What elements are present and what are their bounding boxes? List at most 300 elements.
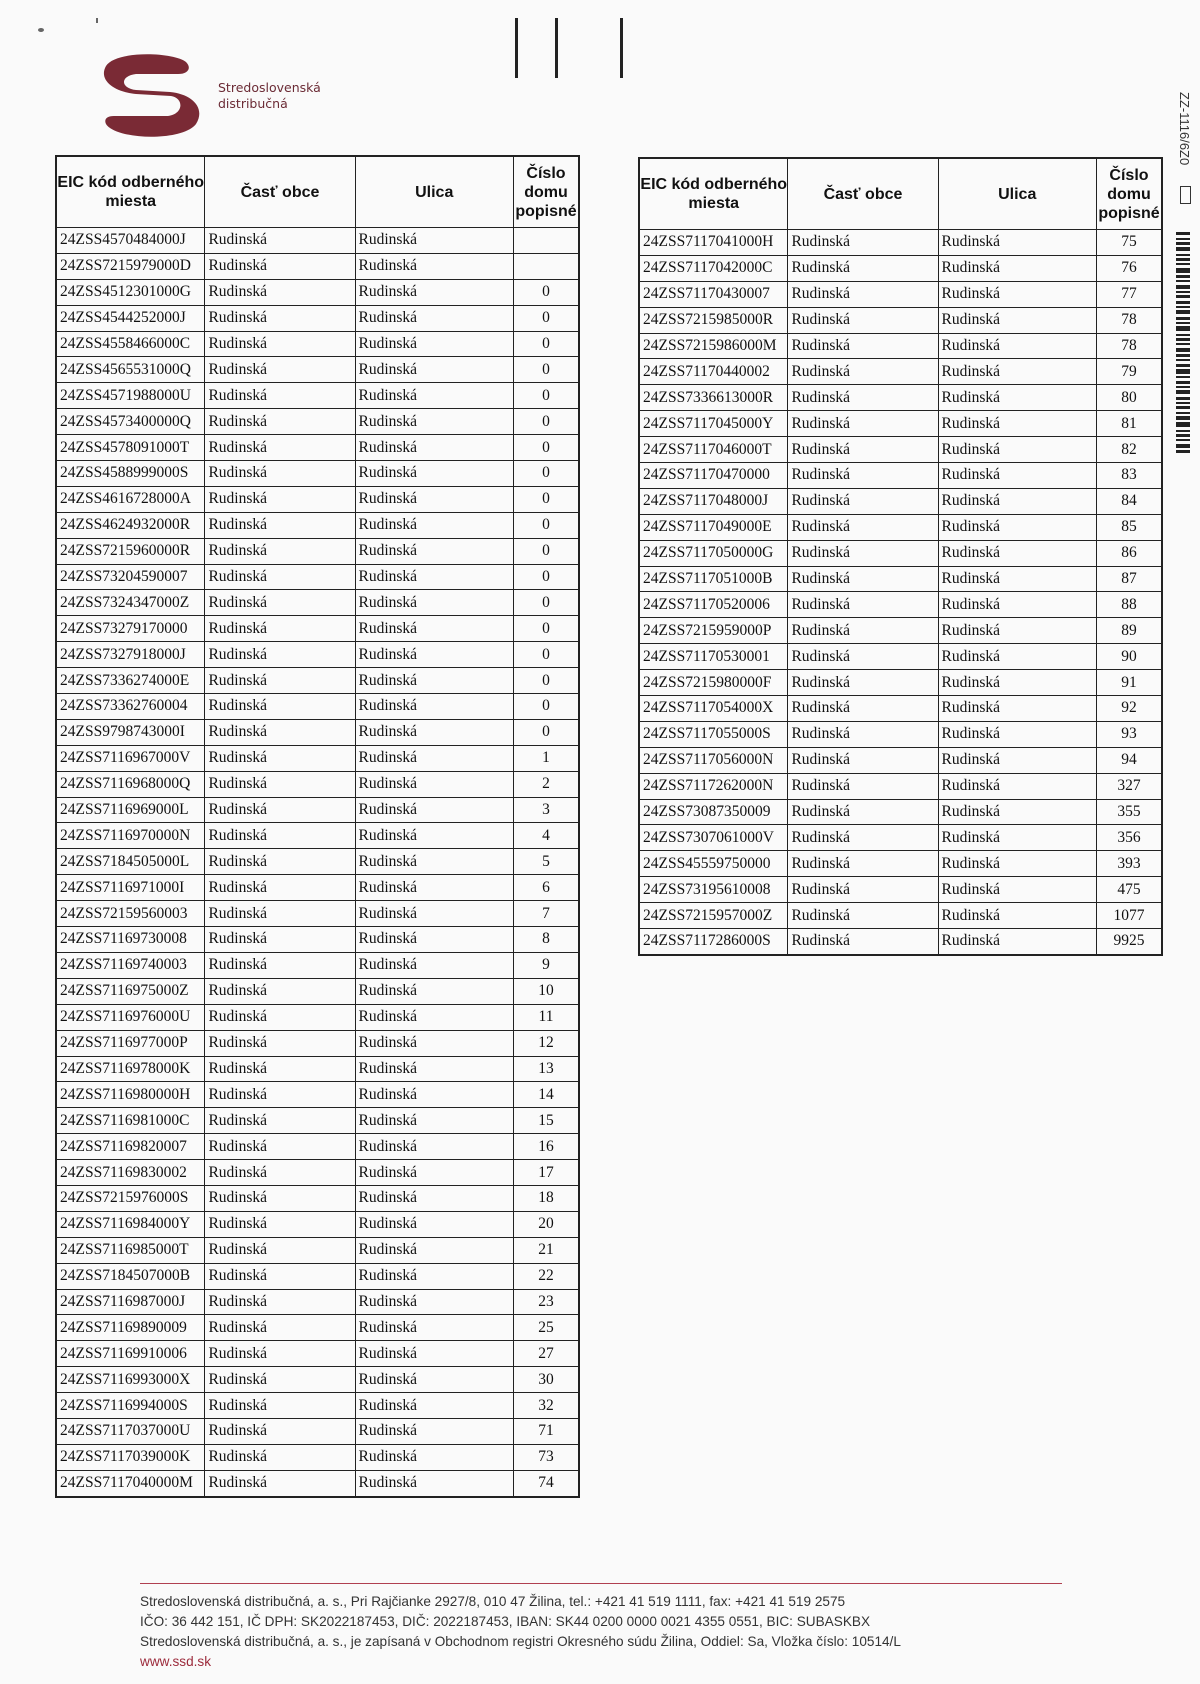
cast-obce-cell: Rudinská [788, 592, 938, 618]
cast-obce-cell: Rudinská [788, 644, 938, 670]
eic-cell: 24ZSS73087350009 [639, 799, 788, 825]
cislo-cell: 85 [1096, 514, 1162, 540]
cast-obce-cell: Rudinská [205, 1004, 355, 1030]
eic-cell: 24ZSS7117286000S [639, 929, 788, 955]
table-row [639, 333, 1162, 359]
cast-obce-cell: Rudinská [205, 538, 355, 564]
eic-cell: 24ZSS7116985000T [56, 1237, 205, 1263]
eic-cell: 24ZSS7184505000L [56, 849, 205, 875]
cislo-cell: 0 [513, 512, 579, 538]
barcode-stripe [1176, 238, 1190, 240]
cast-obce-cell: Rudinská [788, 437, 938, 463]
eic-cell: 24ZSS7117039000K [56, 1444, 205, 1470]
table-row [639, 903, 1162, 929]
cislo-cell: 77 [1096, 281, 1162, 307]
barcode-stripe [1176, 369, 1190, 374]
cislo-cell: 0 [513, 383, 579, 409]
barcode-stripe [1176, 275, 1190, 278]
ulica-cell: Rudinská [355, 875, 513, 901]
cast-obce-cell: Rudinská [205, 668, 355, 694]
eic-cell: 24ZSS7215986000M [639, 333, 788, 359]
cislo-cell: 0 [513, 642, 579, 668]
ulica-cell: Rudinská [938, 359, 1096, 385]
ulica-cell: Rudinská [938, 463, 1096, 489]
ulica-cell: Rudinská [938, 696, 1096, 722]
ulica-cell: Rudinská [355, 538, 513, 564]
ulica-cell: Rudinská [355, 1160, 513, 1186]
cast-obce-cell: Rudinská [205, 1341, 355, 1367]
cislo-cell: 0 [513, 331, 579, 357]
cast-obce-cell: Rudinská [205, 1470, 355, 1496]
cislo-cell: 0 [513, 719, 579, 745]
barcode-stripe [1176, 291, 1190, 293]
ulica-cell: Rudinská [355, 927, 513, 953]
table-row [56, 1263, 579, 1289]
table-row [56, 305, 579, 331]
ulica-cell: Rudinská [355, 253, 513, 279]
ulica-cell: Rudinská [938, 437, 1096, 463]
cast-obce-cell: Rudinská [205, 1082, 355, 1108]
table-row [639, 592, 1162, 618]
cislo-cell: 0 [513, 435, 579, 461]
eic-cell: 24ZSS7117054000X [639, 696, 788, 722]
ulica-cell: Rudinská [355, 771, 513, 797]
cast-obce-cell: Rudinská [205, 279, 355, 305]
eic-cell: 24ZSS4588999000S [56, 461, 205, 487]
eic-table-left [55, 155, 580, 1498]
eic-cell: 24ZSS71170430007 [639, 281, 788, 307]
barcode-stripe [1176, 430, 1190, 432]
eic-cell: 24ZSS71169740003 [56, 952, 205, 978]
scan-bar [620, 18, 623, 78]
eic-cell: 24ZSS4565531000Q [56, 357, 205, 383]
cast-obce-cell: Rudinská [788, 540, 938, 566]
table-row [639, 773, 1162, 799]
ulica-cell: Rudinská [938, 385, 1096, 411]
eic-cell: 24ZSS7116977000P [56, 1030, 205, 1056]
eic-cell: 24ZSS9798743000I [56, 719, 205, 745]
eic-cell: 24ZSS7116987000J [56, 1289, 205, 1315]
table-row [639, 644, 1162, 670]
cislo-cell: 73 [513, 1444, 579, 1470]
cislo-cell: 13 [513, 1056, 579, 1082]
cislo-cell [513, 253, 579, 279]
ulica-cell: Rudinská [355, 694, 513, 720]
cislo-cell: 21 [513, 1237, 579, 1263]
eic-cell: 24ZSS4544252000J [56, 305, 205, 331]
barcode-stripe [1176, 416, 1190, 420]
cast-obce-cell: Rudinská [788, 281, 938, 307]
eic-cell: 24ZSS7117262000N [639, 773, 788, 799]
cast-obce-cell: Rudinská [788, 670, 938, 696]
cislo-cell: 92 [1096, 696, 1162, 722]
barcode-stripe [1176, 359, 1190, 361]
cislo-cell: 0 [513, 538, 579, 564]
eic-cell: 24ZSS7117051000B [639, 566, 788, 592]
cislo-cell: 83 [1096, 463, 1162, 489]
cast-obce-cell: Rudinská [788, 514, 938, 540]
header-cislo: Číslo domu popisné [513, 156, 579, 228]
table-row [639, 385, 1162, 411]
cast-obce-cell: Rudinská [205, 927, 355, 953]
ulica-cell: Rudinská [938, 644, 1096, 670]
eic-cell: 24ZSS7215957000Z [639, 903, 788, 929]
cislo-cell: 16 [513, 1134, 579, 1160]
cast-obce-cell: Rudinská [205, 1393, 355, 1419]
ulica-cell: Rudinská [355, 823, 513, 849]
table-row [639, 281, 1162, 307]
cast-obce-cell: Rudinská [788, 411, 938, 437]
cislo-cell: 0 [513, 486, 579, 512]
table-row [56, 1134, 579, 1160]
table-row [639, 799, 1162, 825]
eic-cell: 24ZSS7116971000I [56, 875, 205, 901]
eic-cell: 24ZSS7327918000J [56, 642, 205, 668]
cislo-cell: 4 [513, 823, 579, 849]
eic-cell: 24ZSS7116976000U [56, 1004, 205, 1030]
barcode-stripe [1176, 397, 1190, 400]
barcode-stripe [1176, 422, 1190, 427]
cislo-cell: 76 [1096, 255, 1162, 281]
table-row [56, 978, 579, 1004]
eic-cell: 24ZSS73279170000 [56, 616, 205, 642]
cislo-cell: 10 [513, 978, 579, 1004]
cast-obce-cell: Rudinská [788, 903, 938, 929]
table-row [639, 437, 1162, 463]
barcode-stripe [1176, 354, 1190, 357]
cislo-cell: 0 [513, 461, 579, 487]
ulica-cell: Rudinská [355, 797, 513, 823]
cast-obce-cell: Rudinská [205, 461, 355, 487]
eic-cell: 24ZSS7215959000P [639, 618, 788, 644]
ulica-cell: Rudinská [355, 849, 513, 875]
barcode-stripe [1176, 348, 1190, 352]
eic-cell: 24ZSS4624932000R [56, 512, 205, 538]
table-row [56, 383, 579, 409]
table-row [56, 1470, 579, 1496]
side-reference-number: ZZ-1116/6Z0 [1177, 92, 1192, 166]
eic-cell: 24ZSS7215976000S [56, 1185, 205, 1211]
eic-cell: 24ZSS7116968000Q [56, 771, 205, 797]
ulica-cell: Rudinská [938, 566, 1096, 592]
cislo-cell: 75 [1096, 230, 1162, 256]
cislo-cell: 20 [513, 1211, 579, 1237]
cislo-cell: 0 [513, 590, 579, 616]
cislo-cell: 3 [513, 797, 579, 823]
barcode-stripe [1176, 381, 1190, 384]
eic-cell: 24ZSS7215960000R [56, 538, 205, 564]
table-row [56, 849, 579, 875]
eic-cell: 24ZSS7117049000E [639, 514, 788, 540]
eic-cell: 24ZSS7215985000R [639, 307, 788, 333]
ulica-cell: Rudinská [355, 1444, 513, 1470]
eic-cell: 24ZSS7215980000F [639, 670, 788, 696]
cislo-cell: 74 [513, 1470, 579, 1496]
ulica-cell: Rudinská [355, 1470, 513, 1496]
table-row [639, 877, 1162, 903]
header-cast-obce: Časť obce [788, 158, 938, 230]
footer-website-link[interactable]: www.ssd.sk [140, 1654, 212, 1669]
table-row [639, 307, 1162, 333]
ulica-cell: Rudinská [355, 1082, 513, 1108]
eic-cell: 24ZSS71169890009 [56, 1315, 205, 1341]
cast-obce-cell: Rudinská [788, 721, 938, 747]
barcode-stripe [1176, 343, 1190, 345]
cislo-cell: 90 [1096, 644, 1162, 670]
eic-cell: 24ZSS7117045000Y [639, 411, 788, 437]
table-row [56, 1315, 579, 1341]
table-row [56, 564, 579, 590]
cast-obce-cell: Rudinská [205, 1211, 355, 1237]
eic-cell: 24ZSS7116984000Y [56, 1211, 205, 1237]
cast-obce-cell: Rudinská [788, 851, 938, 877]
table-row [56, 952, 579, 978]
barcode-stripe [1176, 254, 1190, 256]
eic-cell: 24ZSS71169820007 [56, 1134, 205, 1160]
barcode-icon [1176, 232, 1190, 504]
table-row [56, 538, 579, 564]
barcode-stripe [1176, 439, 1190, 441]
ulica-cell: Rudinská [938, 592, 1096, 618]
table-row [56, 409, 579, 435]
barcode-stripe [1176, 258, 1190, 261]
cast-obce-cell: Rudinská [205, 512, 355, 538]
cast-obce-cell: Rudinská [788, 385, 938, 411]
cislo-cell: 327 [1096, 773, 1162, 799]
barcode-stripe [1176, 242, 1190, 245]
cast-obce-cell: Rudinská [788, 696, 938, 722]
cast-obce-cell: Rudinská [205, 1367, 355, 1393]
ulica-cell: Rudinská [938, 540, 1096, 566]
ulica-cell: Rudinská [938, 255, 1096, 281]
eic-cell: 24ZSS7117042000C [639, 255, 788, 281]
eic-cell: 24ZSS7307061000V [639, 825, 788, 851]
ulica-cell: Rudinská [355, 1418, 513, 1444]
barcode-stripe [1176, 247, 1190, 251]
cislo-cell: 0 [513, 564, 579, 590]
table-row [56, 357, 579, 383]
ulica-cell: Rudinská [355, 1211, 513, 1237]
cislo-cell: 27 [513, 1341, 579, 1367]
cislo-cell: 7 [513, 901, 579, 927]
ulica-cell: Rudinská [938, 851, 1096, 877]
cislo-cell: 9925 [1096, 929, 1162, 955]
ulica-cell: Rudinská [938, 333, 1096, 359]
cast-obce-cell: Rudinská [205, 564, 355, 590]
ulica-cell: Rudinská [355, 279, 513, 305]
table-row [56, 228, 579, 254]
table-row [639, 929, 1162, 955]
eic-cell: 24ZSS4571988000U [56, 383, 205, 409]
cast-obce-cell: Rudinská [788, 799, 938, 825]
cast-obce-cell: Rudinská [788, 747, 938, 773]
ulica-cell: Rudinská [355, 1030, 513, 1056]
table-row [56, 1160, 579, 1186]
table-row [56, 1444, 579, 1470]
barcode-stripe [1176, 450, 1190, 453]
ulica-cell: Rudinská [355, 668, 513, 694]
cast-obce-cell: Rudinská [205, 1108, 355, 1134]
eic-table-right [638, 157, 1163, 956]
cast-obce-cell: Rudinská [205, 1237, 355, 1263]
barcode-stripe [1176, 280, 1190, 282]
ulica-cell: Rudinská [355, 642, 513, 668]
table-row [639, 540, 1162, 566]
ulica-cell: Rudinská [938, 721, 1096, 747]
eic-cell: 24ZSS73204590007 [56, 564, 205, 590]
eic-cell: 24ZSS71170520006 [639, 592, 788, 618]
barcode-stripe [1176, 326, 1190, 331]
table-row [56, 771, 579, 797]
table-row [639, 825, 1162, 851]
table-row [639, 670, 1162, 696]
ulica-cell: Rudinská [355, 1004, 513, 1030]
ulica-cell: Rudinská [355, 1237, 513, 1263]
cislo-cell: 0 [513, 668, 579, 694]
cast-obce-cell: Rudinská [788, 566, 938, 592]
cast-obce-cell: Rudinská [788, 618, 938, 644]
ulica-cell: Rudinská [938, 488, 1096, 514]
barcode-stripe [1176, 306, 1190, 308]
cislo-cell: 8 [513, 927, 579, 953]
table-row [56, 927, 579, 953]
cislo-cell: 30 [513, 1367, 579, 1393]
ulica-cell: Rudinská [355, 978, 513, 1004]
barcode-stripe [1176, 386, 1190, 388]
footer-divider [140, 1583, 1062, 1584]
cast-obce-cell: Rudinská [205, 383, 355, 409]
scan-bar [555, 18, 558, 78]
eic-cell: 24ZSS7116980000H [56, 1082, 205, 1108]
ulica-cell: Rudinská [355, 1185, 513, 1211]
barcode-stripe [1176, 317, 1190, 320]
table-row [56, 616, 579, 642]
barcode-stripe [1176, 390, 1190, 394]
cislo-cell: 87 [1096, 566, 1162, 592]
table-row [56, 486, 579, 512]
eic-cell: 24ZSS7117040000M [56, 1470, 205, 1496]
ulica-cell: Rudinská [355, 1108, 513, 1134]
cislo-cell: 6 [513, 875, 579, 901]
cast-obce-cell: Rudinská [205, 875, 355, 901]
cislo-cell: 475 [1096, 877, 1162, 903]
eic-cell: 24ZSS7116970000N [56, 823, 205, 849]
table-row [56, 279, 579, 305]
barcode-stripe [1176, 434, 1190, 437]
table-row [56, 642, 579, 668]
cast-obce-cell: Rudinská [205, 1418, 355, 1444]
cislo-cell: 14 [513, 1082, 579, 1108]
cast-obce-cell: Rudinská [205, 1056, 355, 1082]
footer [140, 1592, 901, 1672]
eic-cell: 24ZSS7116994000S [56, 1393, 205, 1419]
barcode-stripe [1176, 406, 1190, 409]
cast-obce-cell: Rudinská [205, 978, 355, 1004]
eic-cell: 24ZSS73195610008 [639, 877, 788, 903]
cast-obce-cell: Rudinská [205, 228, 355, 254]
eic-cell: 24ZSS7117050000G [639, 540, 788, 566]
cast-obce-cell: Rudinská [205, 590, 355, 616]
header-ulica: Ulica [355, 156, 513, 228]
cislo-cell: 89 [1096, 618, 1162, 644]
ulica-cell: Rudinská [355, 486, 513, 512]
table-row [639, 566, 1162, 592]
cislo-cell: 81 [1096, 411, 1162, 437]
ulica-cell: Rudinská [355, 1289, 513, 1315]
cislo-cell: 5 [513, 849, 579, 875]
cast-obce-cell: Rudinská [788, 488, 938, 514]
barcode-stripe [1176, 376, 1190, 378]
ulica-cell: Rudinská [938, 903, 1096, 929]
cast-obce-cell: Rudinská [205, 642, 355, 668]
cast-obce-cell: Rudinská [788, 825, 938, 851]
table-row [56, 1082, 579, 1108]
eic-cell: 24ZSS4558466000C [56, 331, 205, 357]
cast-obce-cell: Rudinská [788, 230, 938, 256]
table-row [56, 1056, 579, 1082]
barcode-stripe [1176, 402, 1190, 404]
ulica-cell: Rudinská [938, 929, 1096, 955]
ulica-cell: Rudinská [938, 281, 1096, 307]
cislo-cell: 393 [1096, 851, 1162, 877]
table-row [56, 875, 579, 901]
cast-obce-cell: Rudinská [205, 1315, 355, 1341]
cast-obce-cell: Rudinská [205, 435, 355, 461]
cislo-cell: 0 [513, 357, 579, 383]
ulica-cell: Rudinská [355, 901, 513, 927]
table-row [56, 1393, 579, 1419]
cislo-cell: 94 [1096, 747, 1162, 773]
table-row [639, 463, 1162, 489]
ulica-cell: Rudinská [938, 670, 1096, 696]
brand-name-line1: Stredoslovenská [218, 80, 321, 95]
eic-cell: 24ZSS7215979000D [56, 253, 205, 279]
cislo-cell: 0 [513, 616, 579, 642]
cast-obce-cell: Rudinská [205, 719, 355, 745]
barcode-stripe [1176, 310, 1190, 314]
ulica-cell: Rudinská [938, 773, 1096, 799]
ulica-cell: Rudinská [355, 409, 513, 435]
cast-obce-cell: Rudinská [205, 1289, 355, 1315]
eic-cell: 24ZSS71170470000 [639, 463, 788, 489]
cislo-cell: 355 [1096, 799, 1162, 825]
table-row [56, 1341, 579, 1367]
table-row [56, 1108, 579, 1134]
table-row [56, 590, 579, 616]
cast-obce-cell: Rudinská [788, 307, 938, 333]
table-row [56, 1004, 579, 1030]
eic-cell: 24ZSS7324347000Z [56, 590, 205, 616]
ulica-cell: Rudinská [355, 331, 513, 357]
ulica-cell: Rudinská [355, 1134, 513, 1160]
cast-obce-cell: Rudinská [205, 357, 355, 383]
cast-obce-cell: Rudinská [205, 1185, 355, 1211]
table-row [56, 1185, 579, 1211]
cislo-cell: 1077 [1096, 903, 1162, 929]
eic-cell: 24ZSS7116975000Z [56, 978, 205, 1004]
cislo-cell: 0 [513, 279, 579, 305]
table-row [56, 331, 579, 357]
cislo-cell: 356 [1096, 825, 1162, 851]
cast-obce-cell: Rudinská [205, 1134, 355, 1160]
eic-cell: 24ZSS71170440002 [639, 359, 788, 385]
barcode-stripe [1176, 285, 1190, 289]
table-row [56, 435, 579, 461]
barcode-stripe [1176, 338, 1190, 341]
cislo-cell: 1 [513, 745, 579, 771]
ulica-cell: Rudinská [355, 590, 513, 616]
eic-cell: 24ZSS4578091000T [56, 435, 205, 461]
